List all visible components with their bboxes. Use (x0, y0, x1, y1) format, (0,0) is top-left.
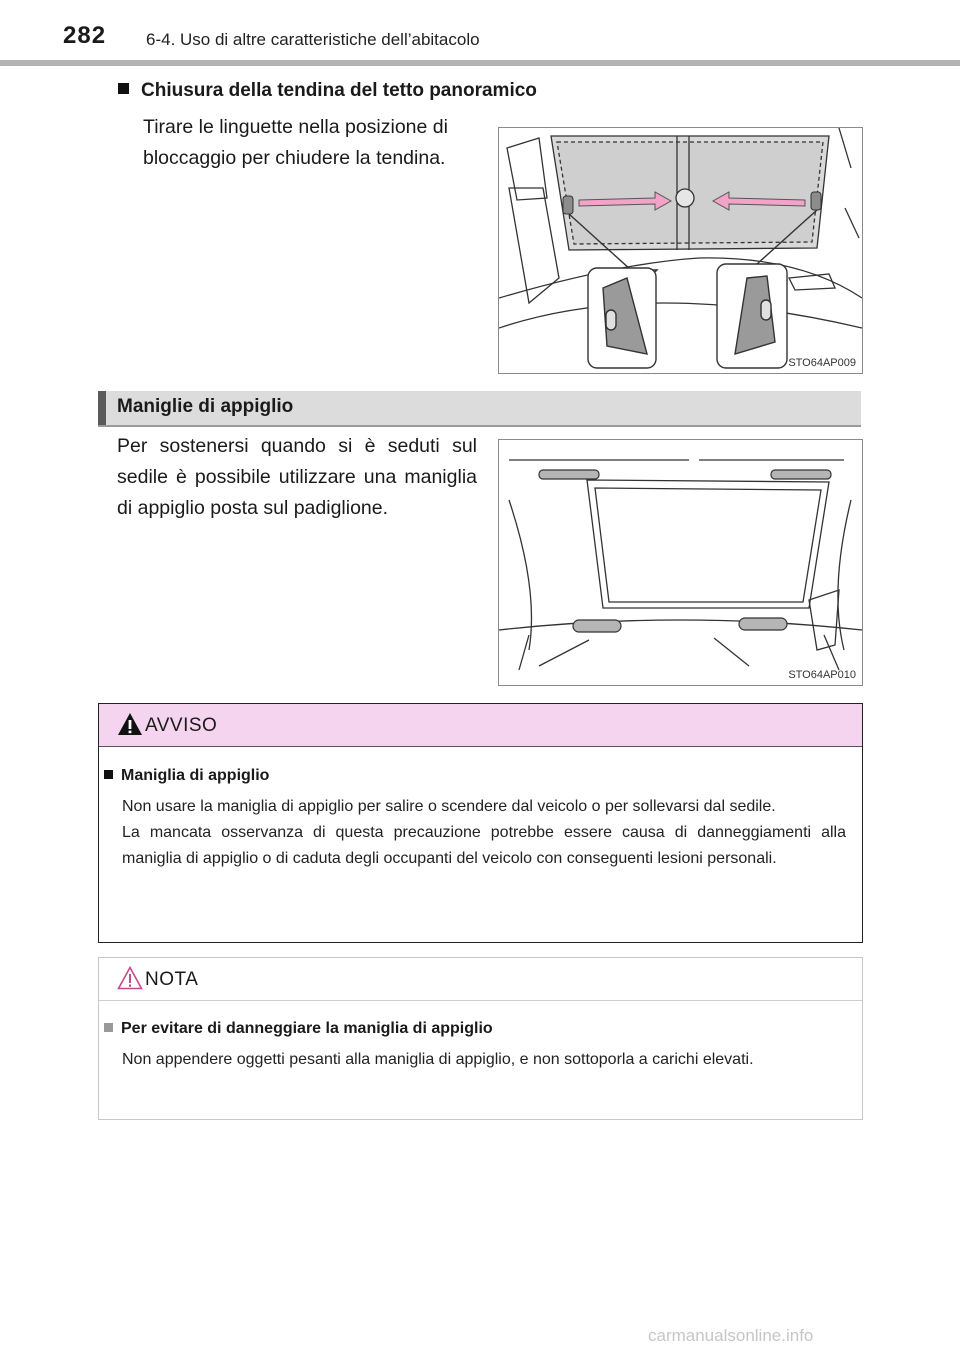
closing-heading-text: Chiusura della tendina del tetto panoramico (141, 80, 537, 101)
warning-box (98, 703, 863, 943)
sunshade-closing-illustration (498, 127, 863, 374)
caution-triangle-icon (117, 966, 143, 990)
closing-instructions: Tirare le linguette nella posizione di bloccaggio per chiudere la tendina. (143, 116, 448, 169)
watermark: carmanualsonline.info (648, 1326, 814, 1345)
warning-item-title (104, 767, 269, 785)
page-header (0, 0, 960, 66)
figure-code: STO64AP010 (788, 669, 856, 681)
grab-handles-description: Per sostenersi quando si è seduti sul sedile è possibile utilizzare una maniglia di appiglio posta sul padiglione. (117, 435, 477, 519)
section-title: Maniglie di appiglio (117, 396, 294, 417)
chapter-title: 6-4. Uso di altre caratteristiche dell’abitacolo (146, 30, 480, 49)
square-bullet-icon (118, 83, 129, 94)
warning-item-title-text: Maniglia di appiglio (121, 767, 270, 784)
sunshade-drawing (499, 128, 862, 373)
header-rule (0, 60, 960, 66)
square-bullet-icon (104, 770, 113, 779)
notice-header (99, 958, 862, 1001)
grab-handles-drawing (499, 440, 862, 685)
notice-item-title (104, 1020, 493, 1038)
warning-header (99, 704, 862, 747)
warning-triangle-icon (117, 712, 143, 736)
warning-label: AVVISO (145, 715, 218, 736)
section-accent (98, 391, 106, 425)
warning-text-1: Non usare la maniglia di appiglio per salire o scendere dal veicolo o per sollevarsi dal sedile. (122, 798, 776, 815)
grab-handles-illustration (498, 439, 863, 686)
warning-text-2: La mancata osservanza di questa precauzione potrebbe essere causa di danneggiamenti alla maniglia di appiglio o di caduta degli occupanti del veicolo con conseguenti lesioni personali. (122, 824, 846, 867)
warning-item-body (122, 794, 846, 872)
figure-code: STO64AP009 (788, 357, 856, 369)
section-title-bar (98, 391, 861, 427)
notice-item-title-text: Per evitare di danneggiare la maniglia di appiglio (121, 1020, 493, 1037)
notice-label: NOTA (145, 969, 199, 990)
notice-box (98, 957, 863, 1120)
notice-item-body: Non appendere oggetti pesanti alla maniglia di appiglio, e non sottoporla a carichi elevati. (122, 1051, 754, 1068)
closing-heading (118, 80, 537, 102)
page-number: 282 (63, 22, 107, 49)
square-bullet-icon (104, 1023, 113, 1032)
